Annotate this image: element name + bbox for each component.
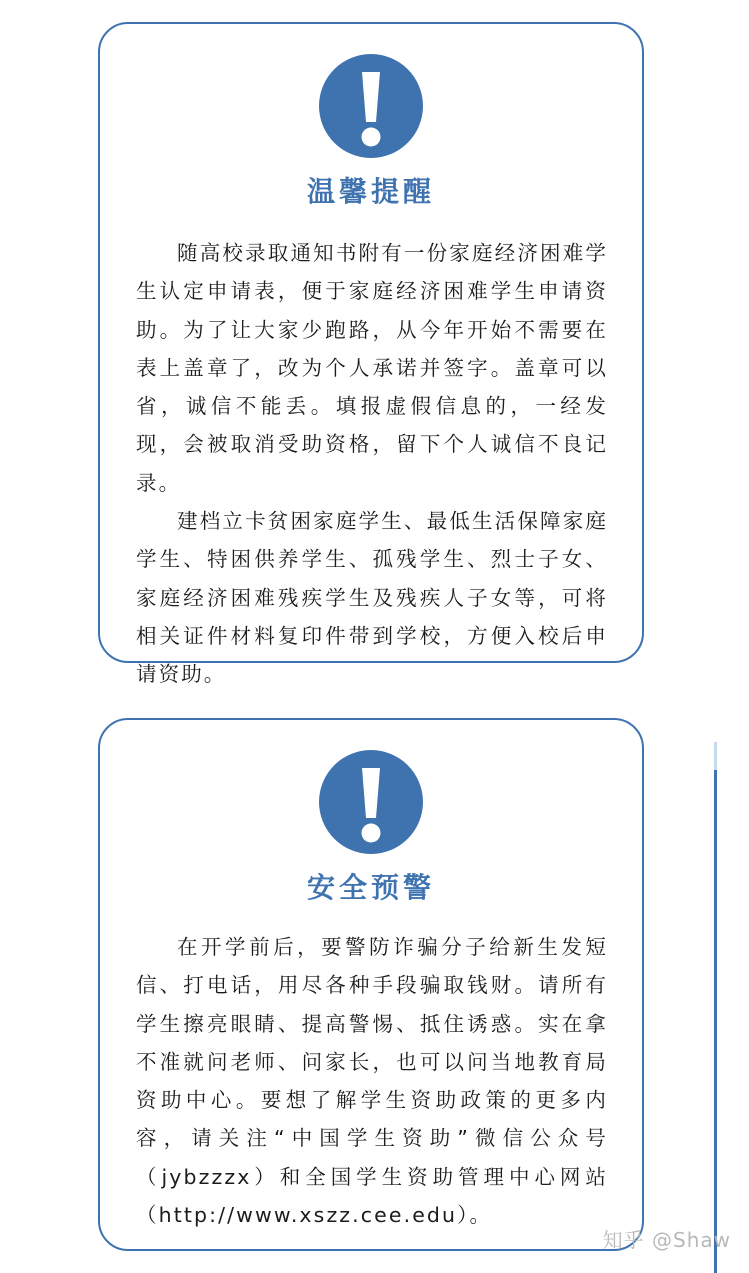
safety-warning-title: 安全预警	[306, 871, 435, 904]
safety-warning-card	[98, 718, 644, 1251]
reminder-body	[136, 234, 608, 694]
reminder-title: 温馨提醒	[306, 175, 435, 208]
safety-warning-paragraph: 在开学前后，要警防诈骗分子给新生发短信、打电话，用尽各种手段骗取钱财。请所有学生擦亮眼睛、提高警惕、抵住诱惑。实在拿不准就问老师、问家长，也可以问当地教育局资助中心。要想了解学生资助政策的更多内容，请关注“中国学生资助”微信公众号（jybzzzx）和全国学生资助管理中心网站（http://www.xszz.cee.edu）。	[136, 935, 608, 1228]
decorative-side-line-fade	[714, 742, 717, 770]
watermark-text: 知乎 @Shaw	[602, 1228, 731, 1252]
reminder-card	[98, 22, 644, 687]
reminder-paragraph-1: 随高校录取通知书附有一份家庭经济困难学生认定申请表，便于家庭经济困难学生申请资助。为了让大家少跑路，从今年开始不需要在表上盖章了，改为个人承诺并签字。盖章可以省，诚信不能丢。填报虚假信息的，一经发现，会被取消受助资格，留下个人诚信不良记录。	[136, 241, 608, 495]
exclamation-circle-icon	[319, 750, 423, 854]
reminder-paragraph-2: 建档立卡贫困家庭学生、最低生活保障家庭学生、特困供养学生、孤残学生、烈士子女、家庭经济困难残疾学生及残疾人子女等，可将相关证件材料复印件带到学校，方便入校后申请资助。	[136, 509, 608, 687]
safety-warning-body	[136, 928, 608, 1234]
exclamation-circle-icon	[319, 54, 423, 158]
decorative-side-line	[714, 742, 717, 1273]
